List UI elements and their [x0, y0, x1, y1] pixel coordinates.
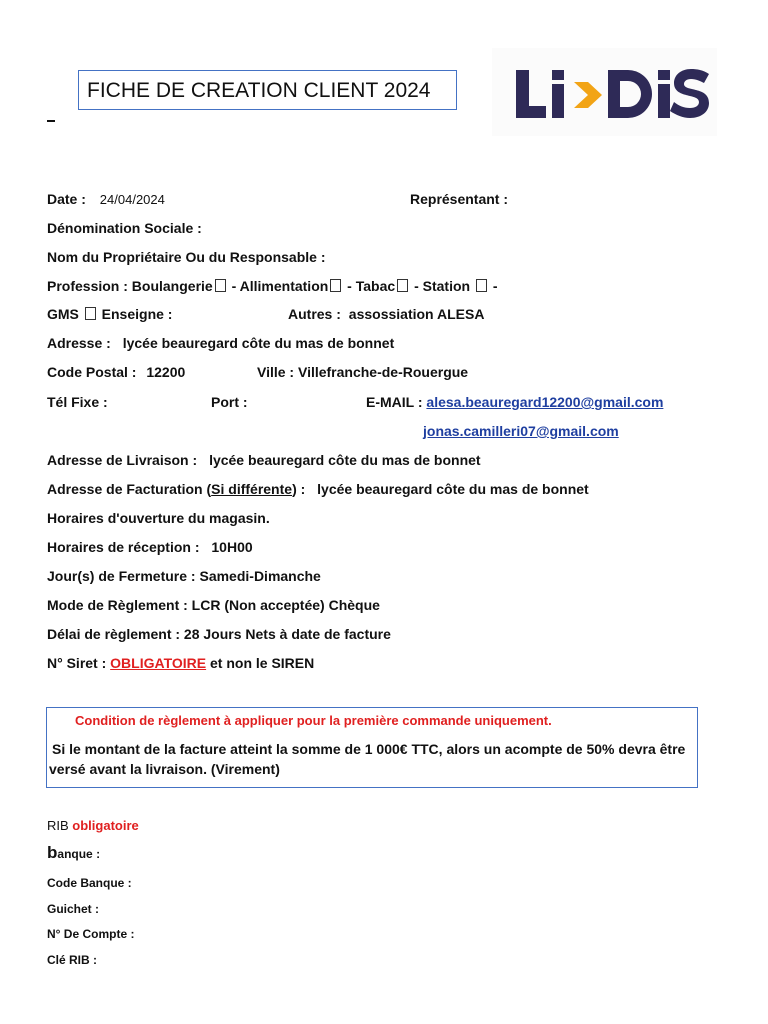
condition-line-2: versé avant la livraison. (Virement) — [49, 761, 280, 777]
banque-label: anque : — [57, 847, 101, 861]
ville-row — [257, 364, 468, 380]
profession-row: Profession : Boulangerie - Allimentation - Tabac - Station - — [47, 278, 498, 294]
email-link-1[interactable]: alesa.beauregard12200@gmail.com — [426, 394, 664, 410]
option-boulangerie: Boulangerie — [131, 278, 213, 294]
livraison-value: lycée beauregard côte du mas de bonnet — [209, 452, 481, 468]
delai-row: Délai de règlement : 28 Jours Nets à date de facture — [47, 626, 391, 642]
profession-label: Profession : — [47, 278, 128, 294]
date-value: 24/04/2024 — [99, 192, 165, 207]
page-title: FICHE DE CREATION CLIENT 2024 — [87, 79, 431, 102]
tel-label: Tél Fixe : — [47, 394, 108, 410]
autres-value: assossiation ALESA — [348, 306, 485, 322]
denomination-label: Dénomination Sociale : — [47, 220, 202, 236]
adresse-label: Adresse : — [47, 335, 111, 351]
condition-box — [46, 707, 698, 788]
siret-required: OBLIGATOIRE — [110, 655, 207, 671]
checkbox-tabac[interactable] — [397, 279, 408, 292]
checkbox-gms[interactable] — [85, 307, 96, 320]
cp-row — [47, 364, 185, 380]
rib-label: RIB — [47, 818, 69, 833]
horaires-reception-row — [47, 539, 253, 555]
condition-line-1: Si le montant de la facture atteint la somme de 1 000€ TTC, alors un acompte de 50% devra être — [52, 741, 686, 757]
horaires-ouverture: Horaires d'ouverture du magasin. — [47, 510, 270, 526]
gms-row — [47, 306, 172, 322]
checkbox-boulangerie[interactable] — [215, 279, 226, 292]
enseigne-label: Enseigne : — [101, 306, 173, 322]
checkbox-station[interactable] — [476, 279, 487, 292]
siret-tail: et non le SIREN — [210, 655, 315, 671]
reglement-row: Mode de Règlement : LCR (Non acceptée) Chèque — [47, 597, 380, 613]
checkbox-alimentation[interactable] — [330, 279, 341, 292]
facturation-label-a: Adresse de Facturation ( — [47, 481, 212, 497]
cp-value: 12200 — [146, 364, 186, 380]
email-row-2 — [423, 423, 619, 439]
condition-title: Condition de règlement à appliquer pour la première commande uniquement. — [75, 713, 552, 728]
livraison-label: Adresse de Livraison : — [47, 452, 198, 468]
autres-row — [288, 306, 484, 322]
banque-row — [47, 843, 100, 863]
dash-mark — [47, 120, 55, 122]
email-row — [366, 394, 663, 410]
cp-label: Code Postal : — [47, 364, 137, 380]
gms-label: GMS — [47, 306, 79, 322]
port-label: Port : — [211, 394, 248, 410]
livraison-row — [47, 452, 481, 468]
facturation-row — [47, 481, 589, 497]
adresse-row — [47, 335, 394, 351]
facturation-label-c: ) : — [292, 481, 306, 497]
fermeture-row: Jour(s) de Fermeture : Samedi-Dimanche — [47, 568, 321, 584]
option-station: Station — [422, 278, 471, 294]
adresse-value: lycée beauregard côte du mas de bonnet — [122, 335, 395, 351]
code-banque-label: Code Banque : — [47, 876, 132, 890]
lidis-logo — [492, 48, 717, 136]
facturation-value: lycée beauregard côte du mas de bonnet — [317, 481, 589, 497]
siret-label: N° Siret : — [47, 655, 107, 671]
horaires-reception-value: 10H00 — [211, 539, 253, 555]
date-label: Date : — [47, 191, 86, 207]
siret-row — [47, 655, 314, 671]
email-label: E-MAIL : — [366, 394, 423, 410]
option-tabac: Tabac — [355, 278, 396, 294]
lidis-logo-icon — [492, 48, 717, 136]
compte-label: N° De Compte : — [47, 927, 135, 941]
email-link-2[interactable]: jonas.camilleri07@gmail.com — [423, 423, 619, 439]
rib-required: obligatoire — [72, 818, 139, 833]
ville-label: Ville : — [257, 364, 295, 380]
proprietaire-label: Nom du Propriétaire Ou du Responsable : — [47, 249, 326, 265]
facturation-label-b: Si différente — [211, 481, 293, 497]
title-box — [78, 70, 457, 110]
cle-rib-label: Clé RIB : — [47, 953, 98, 967]
horaires-reception-label: Horaires de réception : — [47, 539, 200, 555]
date-row — [47, 191, 165, 207]
guichet-label: Guichet : — [47, 902, 100, 916]
rib-row — [47, 818, 139, 833]
ville-value: Villefranche-de-Rouergue — [297, 364, 469, 380]
autres-label: Autres : — [288, 306, 341, 322]
option-alimentation: Allimentation — [239, 278, 329, 294]
representant-label: Représentant : — [410, 191, 509, 207]
banque-initial: b — [47, 843, 58, 862]
